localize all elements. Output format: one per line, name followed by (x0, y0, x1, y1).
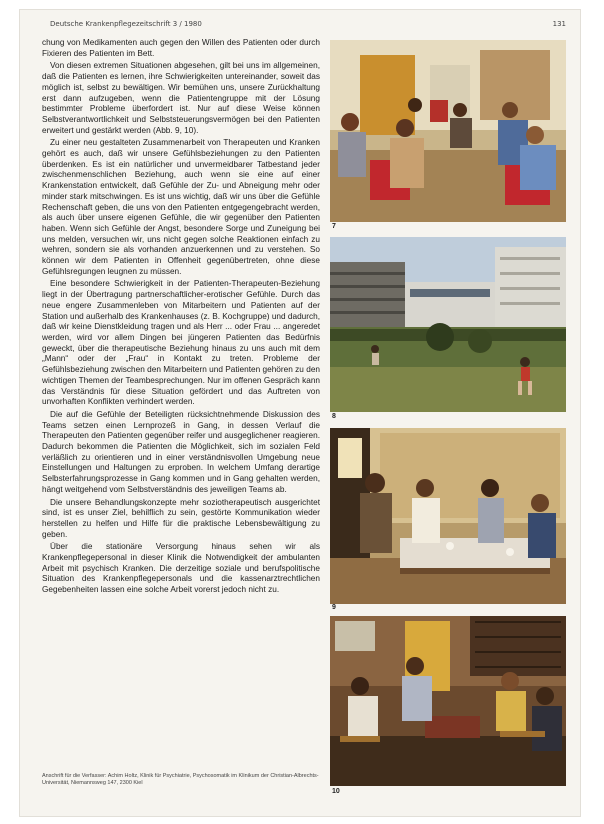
page-number: 131 (552, 20, 566, 28)
journal-title: Deutsche Krankenpflegezeitschrift 3 / 1980 (50, 20, 202, 28)
figure-9-label: 9 (332, 604, 336, 611)
paragraph: chung von Medikamenten auch gegen den Willen des Patienten oder durch Fixieren des Patienten im Bett. (42, 38, 320, 58)
paragraph: Eine besondere Schwierigkeit in der Patienten-Therapeuten-Beziehung liegt in der Übertragung partnerschaftlicher-erotischer Gefühle. Durch das neue engere Zusammenleben von Mitarbeitern und Patienten auf der Station und außerhalb des Krankenhauses (z. B. Kochgruppe) und dadurch, daß wir keine Dienstkleidung tragen und als Herr ... oder Frau ... angeredet werden, wird vor allem Dingen bei jüngeren Patienten das Bedürfnis geweckt, über die therapeutische Beziehung hinaus zu uns auch mit dem „Mann“ oder der „Frau“ in Kontakt zu treten. Probleme der Gefühlsbeziehung zwischen den Mitarbeitern und Patienten gehören zu den wichtigen Themen der Teambesprechungen. Nur im offenen Gespräch kann das Verständnis für diese Situation gefördert und das Auftreten von unvorhaften Konflikten verhindert werden. (42, 279, 320, 407)
paragraph: Über die stationäre Versorgung hinaus sehen wir als Krankenpflegepersonal in dieser Klinik die Notwendigkeit der ambulanten Arbeit mit psychisch Kranken. Die derzeitige soziale und berufspolitische Situation des Krankenpflegepersonals und die kassenarztrechtlichen Gegebenheiten lassen eine solche Arbeit vorerst jedoch nicht zu. (42, 542, 320, 595)
figure-7-label: 7 (332, 223, 336, 230)
paragraph: Zu einer neu gestalteten Zusammenarbeit von Therapeuten und Kranken gehört es auch, daß wir unsere Gefühlsbeziehungen zu den Patienten überdenken. Es ist ein natürlicher und unvermeidbarer Tatbestand jeder zwischenmenschlichen Beziehung, auch wenn sie eine auf einer Krankenstation entwickelt, daß Gefühle der Zu- und Abneigung mehr oder minder stark mitschwingen. Es ist uns wichtig, daß wir uns über die Gefühle Rechenschaft geben, die uns von den Patienten entgegengebracht werden, als auch über unsere eigenen Gefühle, die wir gegenüber den Patienten haben. Wenn sich Gefühle der Angst, besondere Sorge und Zuneigung bei uns melden, versuchen wir, uns nicht gegen solche Reaktionen einfach zu wehren, sondern sie als vorhanden anzuerkennen und zu verstehen. So können wir dem Patienten in Offenheit gegenübertreten, ohne diese Gefühlsregungen leugnen zu müssen. (42, 138, 320, 276)
author-address-footnote: Anschrift für die Verfasser: Achim Holtz, Klinik für Psychiatrie, Psychosomatik im Klinikum der Christian-Albrechts-Universität, Niemannsweg 147, 2300 Kiel (42, 773, 319, 786)
figure-8-photo (330, 237, 566, 412)
figure-8-label: 8 (332, 413, 336, 420)
page-header (50, 20, 566, 32)
body-text-column (42, 38, 320, 768)
figure-9-photo (330, 428, 566, 604)
paragraph: Die unsere Behandlungskonzepte mehr soziotherapeutisch ausgerichtet sind, ist es unser Ziel, behilflich zu sein, gestörte Kommunikation wieder herstellen zu helfen und Hilfe für die praktische Lebensbewältigung zu geben. (42, 497, 320, 539)
figure-7-photo (330, 40, 566, 222)
paragraph: Von diesen extremen Situationen abgesehen, gilt bei uns im allgemeinen, daß die Patienten es lernen, ihre Schwierigkeiten untereinander, soweit das möglich ist, selbst zu bewältigen. Wir bemühen uns, unsere Zurückhaltung erst dann aufzugeben, wenn die Patientengruppe mit der Lösung bestimmter Probleme überfordert ist. Nur auf diese Weise können Selbstverantwortlichkeit und Selbststeuerungsvermögen bei den Patienten erweitert und gestärkt werden (Abb. 9, 10). (42, 61, 320, 135)
figure-10-photo (330, 616, 566, 786)
paragraph: Die auf die Gefühle der Beteiligten rücksichtnehmende Diskussion des Teams setzen einen Lernprozeß in Gang, in dessen Verlauf die Therapeuten den Patienten gegenüber reifer und ausgeglichener reagieren. Dadurch bekommen die Patienten die Möglichkeit, sich im sozialen Feld verläßlich zu orientieren und in einer verständnisvollen Umgebung neue Einstellungen und Haltungen zu erproben. In welchem Umfang derartige Selbsterfahrungsprozesse in Gang kommen und in Gang gehalten werden, hängt weitgehend vom Selbstverständnis des jeweiligen Teams ab. (42, 409, 320, 494)
figure-10-label: 10 (332, 788, 340, 795)
